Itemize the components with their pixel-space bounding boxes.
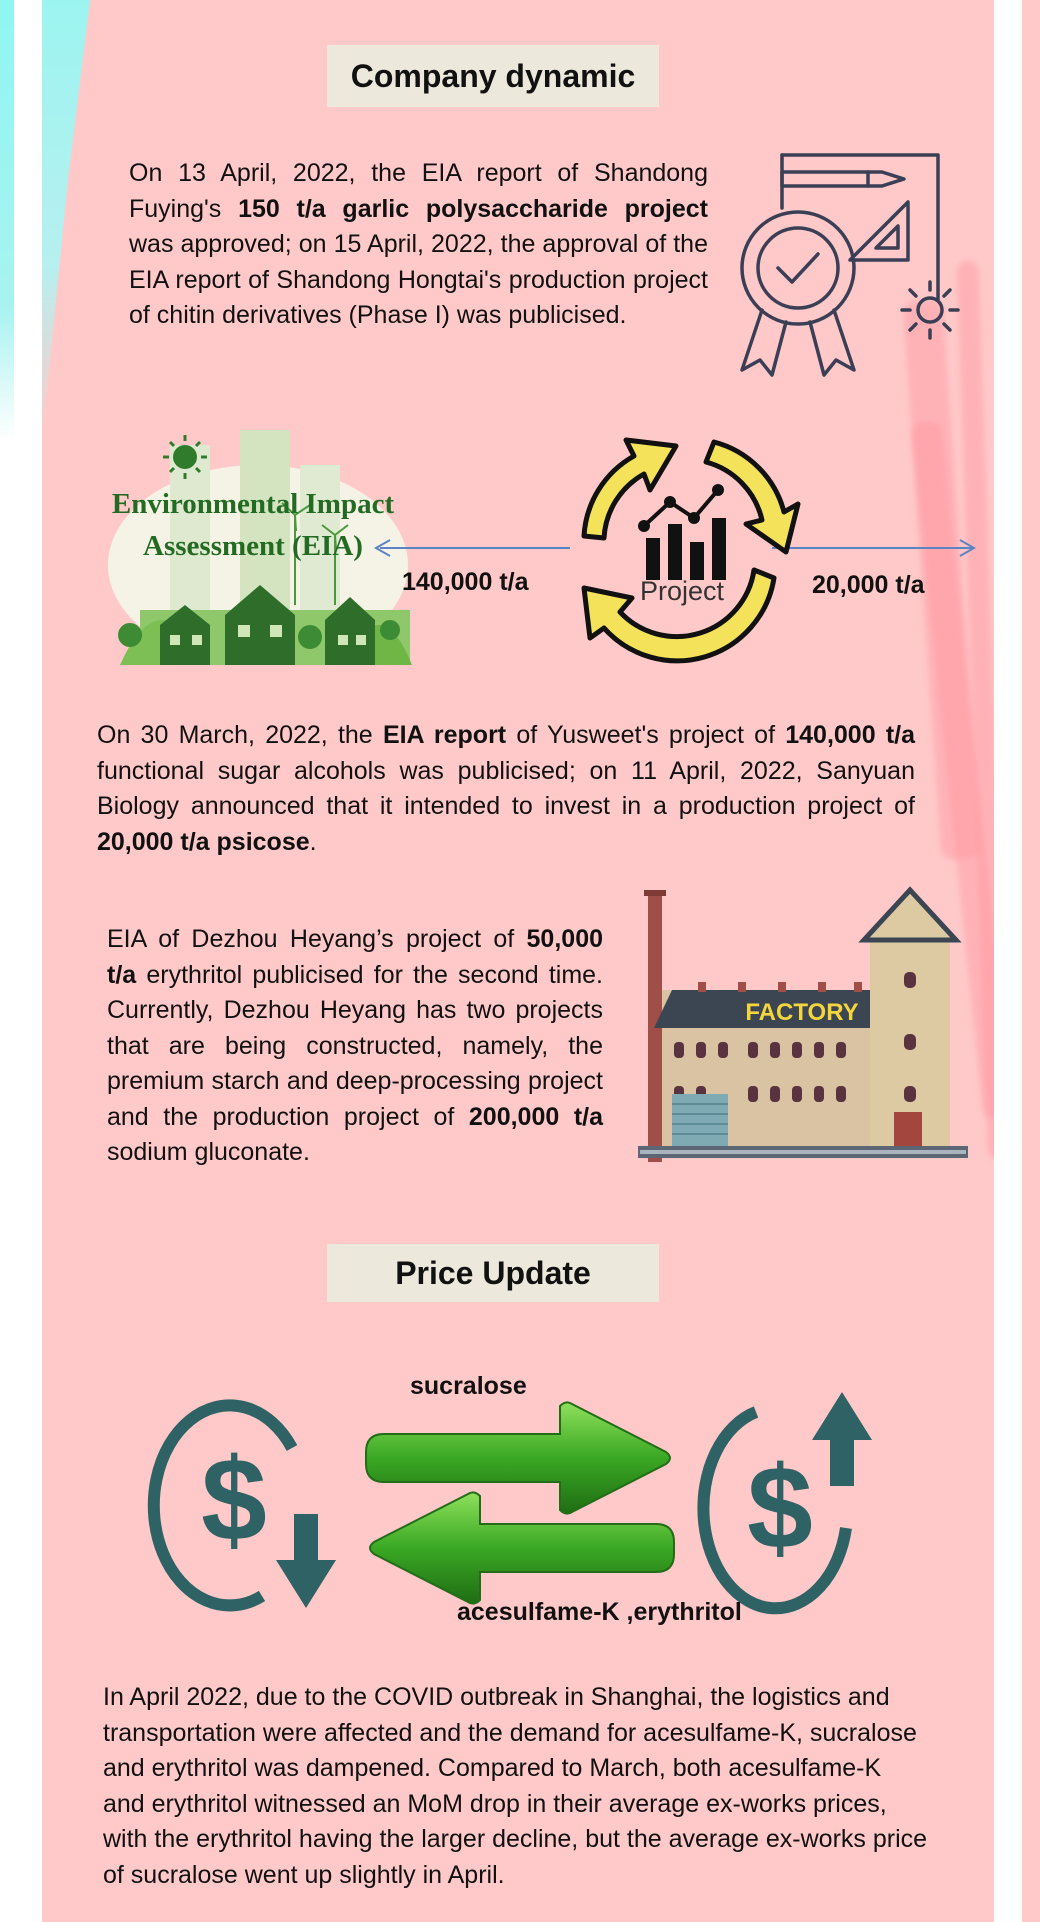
eia-logo-line-2: Assessment (EIA) xyxy=(143,530,363,562)
company-paragraph-2: On 30 March, 2022, the EIA report of Yusweet's project of 140,000 t/a functional sugar alcohols was publicised; on 11 April, 2022, Sanyuan Biology announced that it intended to invest in a production project of 20,000 t/a psicose. xyxy=(97,721,916,856)
project-icon-label: Project xyxy=(639,576,725,606)
price-down-label: acesulfame-K ,erythritol xyxy=(457,1598,742,1626)
company-dynamic-heading: Company dynamic xyxy=(327,45,659,107)
exchange-arrows-icon xyxy=(360,1398,680,1606)
factory-sign: FACTORY xyxy=(745,999,859,1026)
price-update-heading: Price Update xyxy=(327,1244,659,1302)
price-up-icon xyxy=(696,1388,892,1610)
right-arrow xyxy=(770,536,980,560)
factory-illustration xyxy=(638,890,968,1166)
eia-logo-line-1: Environmental Impact xyxy=(111,488,395,520)
dollar-sign: $ xyxy=(201,1434,267,1566)
company-paragraph-3: EIA of Dezhou Heyang’s project of 50,000 t/a erythritol publicised for the second time. Currently, Dezhou Heyang has two projects that are being constructed, namely, the premium starch and deep-processing project and the production project of 200,000 t/a sodium gluconate. xyxy=(107,925,603,1166)
price-down-icon xyxy=(152,1388,342,1610)
approval-document-icon xyxy=(728,150,968,376)
left-arrow xyxy=(372,536,572,560)
price-paragraph: In April 2022, due to the COVID outbreak in Shanghai, the logistics and transportation were affected and the demand for acesulfame-K, sucralose and erythritol was dampened. Compared to March, both acesulfame-K and erythritol witnessed an MoM drop in their average ex-works prices, with the erythritol having the larger decline, but the average ex-works price of sucralose went up slightly in April. xyxy=(103,1683,928,1889)
arrow-right-label: 20,000 t/a xyxy=(812,571,925,599)
dollar-sign: $ xyxy=(747,1442,813,1574)
eia-logo xyxy=(100,425,416,670)
company-paragraph-1: On 13 April, 2022, the EIA report of Shandong Fuying's 150 t/a garlic polysaccharide project was approved; on 15 April, 2022, the approval of the EIA report of Shandong Hongtai's production project of chitin derivatives (Phase I) was publicised. xyxy=(129,159,708,329)
right-edge-decoration xyxy=(1022,0,1040,1922)
price-up-label: sucralose xyxy=(410,1372,527,1400)
left-edge-decoration xyxy=(0,0,14,1922)
arrow-left-label: 140,000 t/a xyxy=(402,568,529,596)
project-cycle-icon xyxy=(564,428,800,668)
